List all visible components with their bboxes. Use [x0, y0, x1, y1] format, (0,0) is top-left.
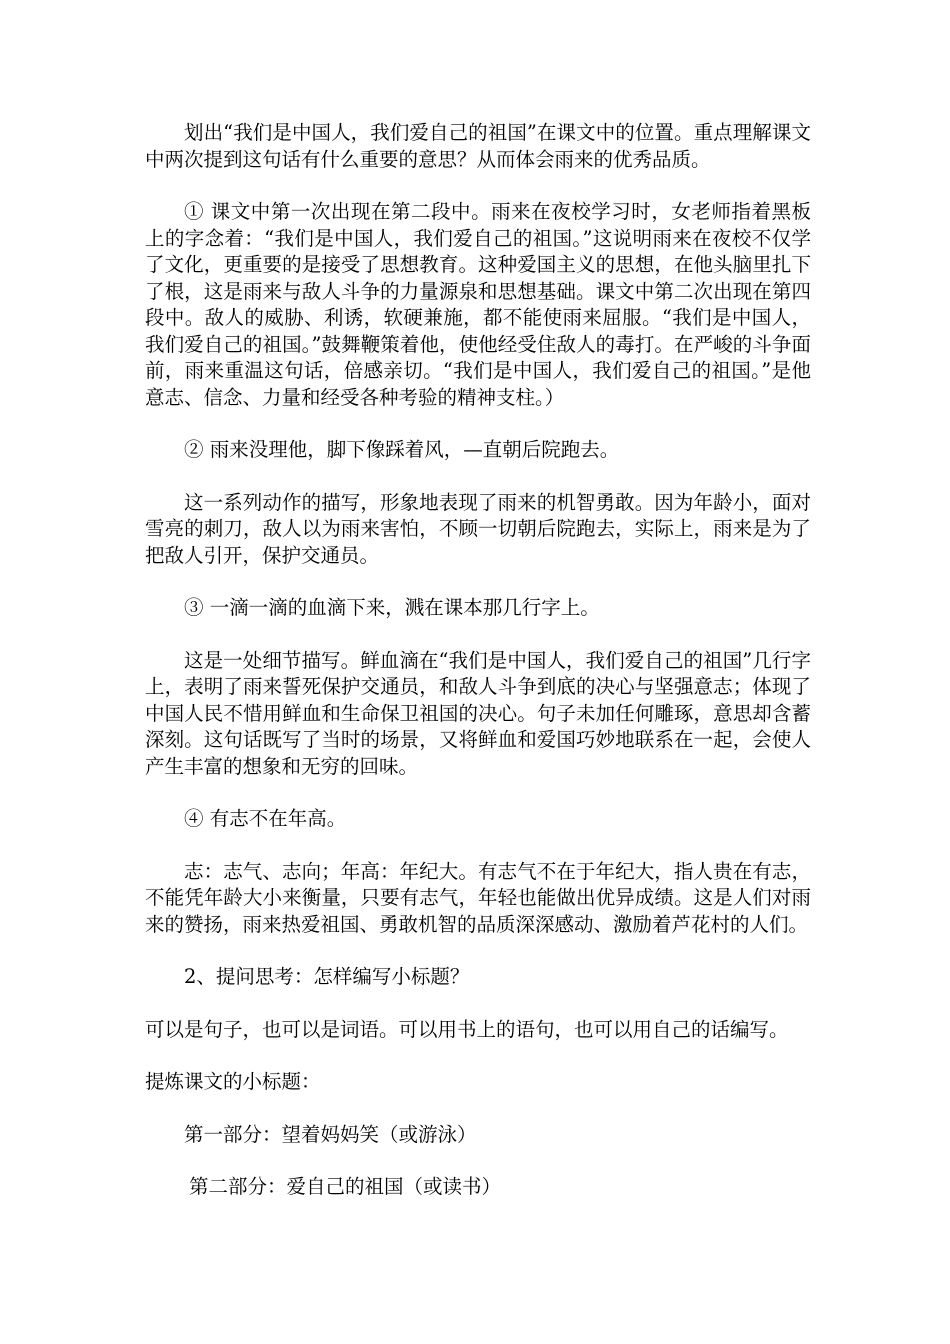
- subtitle-heading: 提炼课文的小标题：: [145, 1070, 321, 1093]
- part-1-subtitle: 第一部分：望着妈妈笑（或游泳）: [184, 1122, 477, 1146]
- point-2-analysis: 这一系列动作的描写，形象地表现了雨来的机智勇敢。因为年龄小，面对雪亮的刺刀，敌人以为雨来害怕，不顾一切朝后院跑去，实际上，雨来是为了把敌人引开，保护交通员。: [145, 490, 811, 567]
- question-answer: 可以是句子，也可以是词语。可以用书上的语句，也可以用自己的话编写。: [145, 1017, 789, 1041]
- point-2-quote: ② 雨来没理他，脚下像踩着风，—直朝后院跑去。: [184, 438, 620, 461]
- question-heading: 2、提问思考：怎样编写小标题？: [184, 965, 470, 988]
- point-3-quote: ③ 一滴一滴的血滴下来，溅在课本那几行字上。: [184, 596, 600, 619]
- point-1-paragraph: ① 课文中第一次出现在第二段中。雨来在夜校学习时，女老师指着黑板上的字念着：“我们是中国人，我们爱自己的祖国。”这说明雨来在夜校不仅学了文化，更重要的是接受了思想教育。这种爱国主义的思想，在他头脑里扎下了根，这是雨来与敌人斗争的力量源泉和思想基础。课文中第二次出现在第四段中。敌人的威胁、利诱，软硬兼施，都不能使雨来屈服。“我们是中国人，我们爱自己的祖国。”鼓舞鞭策着他，使他经受住敌人的毒打。在严峻的斗争面前，雨来重温这句话，倍感亲切。“我们是中国人，我们爱自己的祖国。”是他意志、信念、力量和经受各种考验的精神支柱。）: [145, 200, 811, 409]
- intro-paragraph: 划出“我们是中国人，我们爱自己的祖国”在课文中的位置。重点理解课文中两次提到这句话有什么重要的意思？从而体会雨来的优秀品质。: [145, 121, 811, 171]
- point-4-quote: ④ 有志不在年高。: [184, 807, 347, 830]
- part-2-subtitle: 第二部分：爱自己的祖国（或读书）: [189, 1175, 502, 1198]
- point-3-analysis: 这是一处细节描写。鲜血滴在“我们是中国人，我们爱自己的祖国”几行字上，表明了雨来誓死保护交通员，和敌人斗争到底的决心与坚强意志；体现了中国人民不惜用鲜血和生命保卫祖国的决心。句子未加任何雕琢，意思却含蓄深刻。这句话既写了当时的场景，又将鲜血和爱国巧妙地联系在一起，会使人产生丰富的想象和无穷的回味。: [145, 648, 811, 778]
- document-page: [145, 120, 811, 1227]
- point-4-analysis: 志：志气、志向；年高：年纪大。有志气不在于年纪大，指人贵在有志，不能凭年龄大小来衡量，只要有志气，年轻也能做出优异成绩。这是人们对雨来的赞扬，雨来热爱祖国、勇敢机智的品质深深感动、激励着芦花村的人们。: [145, 859, 811, 936]
